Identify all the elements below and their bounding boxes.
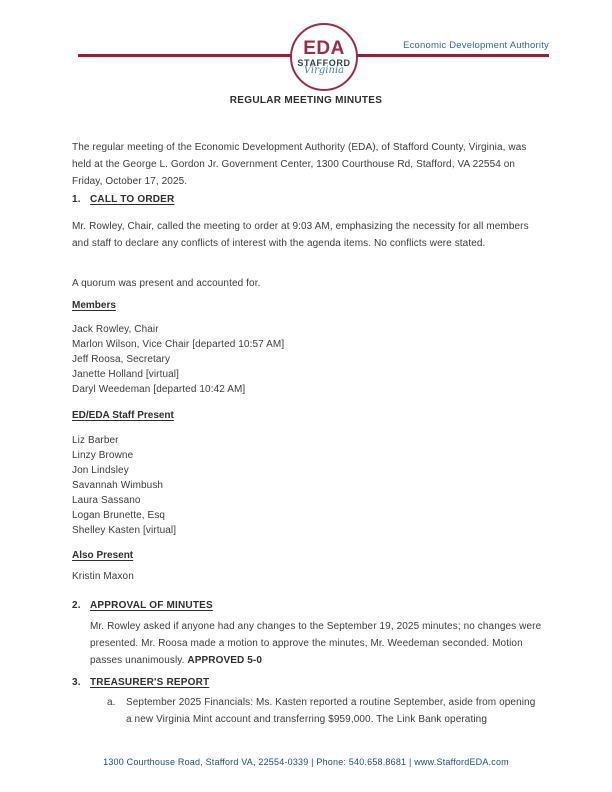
staff-row: Shelley Kasten [virtual]	[72, 525, 177, 536]
also-present-heading: Also Present	[72, 550, 134, 561]
quorum-statement: A quorum was present and accounted for.	[72, 278, 261, 289]
section-heading-text: APPROVAL OF MINUTES	[90, 600, 213, 611]
member-row: Janette Holland [virtual]	[72, 369, 180, 380]
logo-acronym: EDA	[303, 38, 345, 59]
section-number: 3.	[72, 677, 81, 688]
footer-contact-line: 1300 Courthouse Road, Stafford VA, 22554-0339 | Phone: 540.658.8681 | www.StaffordEDA.com	[103, 757, 509, 767]
section-heading-treasurers-report	[72, 677, 209, 688]
staff-heading: ED/EDA Staff Present	[72, 410, 174, 421]
org-name: Economic Development Authority	[403, 40, 549, 51]
list-item-text: September 2025 Financials: Ms. Kasten reported a routine September, aside from opening a new Virginia Mint account and transferring $959,000. The Link Bank operating	[126, 697, 536, 725]
also-present-list	[72, 569, 134, 584]
treasurer-item-a	[107, 694, 542, 728]
section-number: 1.	[72, 194, 81, 205]
section-heading-text: CALL TO ORDER	[90, 194, 175, 205]
member-row: Marlon Wilson, Vice Chair [departed 10:57 AM]	[72, 339, 285, 350]
approval-body	[90, 618, 542, 669]
staff-row: Laura Sassano	[72, 495, 141, 506]
also-present-row: Kristin Maxon	[72, 571, 134, 582]
eda-stafford-logo	[290, 23, 358, 91]
staff-row: Logan Brunette, Esq	[72, 510, 166, 521]
section-number: 2.	[72, 600, 81, 611]
section-heading-text: TREASURER'S REPORT	[90, 677, 210, 688]
member-row: Daryl Weedeman [departed 10:42 AM]	[72, 384, 246, 395]
logo-city: STAFFORD	[297, 58, 351, 68]
call-to-order-body: Mr. Rowley, Chair, called the meeting to order at 9:03 AM, emphasizing the necessity for all members and staff to declare any conflicts of interest with the agenda items. No conflicts were stated.	[72, 221, 529, 249]
member-row: Jack Rowley, Chair	[72, 324, 159, 335]
staff-list	[72, 433, 176, 538]
staff-row: Linzy Browne	[72, 450, 134, 461]
section-heading-call-to-order	[72, 194, 174, 205]
members-list	[72, 322, 284, 397]
intro-paragraph: The regular meeting of the Economic Development Authority (EDA), of Stafford County, Virginia, was held at the George L. Gordon Jr. Government Center, 1300 Courthouse Rd, Stafford, VA 22554 on Friday, October 17, 2025.	[72, 142, 527, 187]
list-item-label: a.	[107, 697, 116, 708]
member-row: Jeff Roosa, Secretary	[72, 354, 171, 365]
members-heading: Members	[72, 300, 116, 311]
staff-row: Savannah Wimbush	[72, 480, 164, 491]
staff-row: Liz Barber	[72, 435, 119, 446]
section-heading-approval-of-minutes	[72, 600, 213, 611]
approval-body-text: Mr. Rowley asked if anyone had any changes to the September 19, 2025 minutes; no changes were presented. Mr. Roosa made a motion to approve the minutes, Mr. Weedeman seconded. Motion passes unanimously.	[90, 621, 542, 666]
approval-vote-result: APPROVED 5-0	[187, 655, 262, 666]
staff-row: Jon Lindsley	[72, 465, 129, 476]
page-title: REGULAR MEETING MINUTES	[229, 95, 383, 106]
logo-state-script: Virginia	[303, 65, 345, 76]
